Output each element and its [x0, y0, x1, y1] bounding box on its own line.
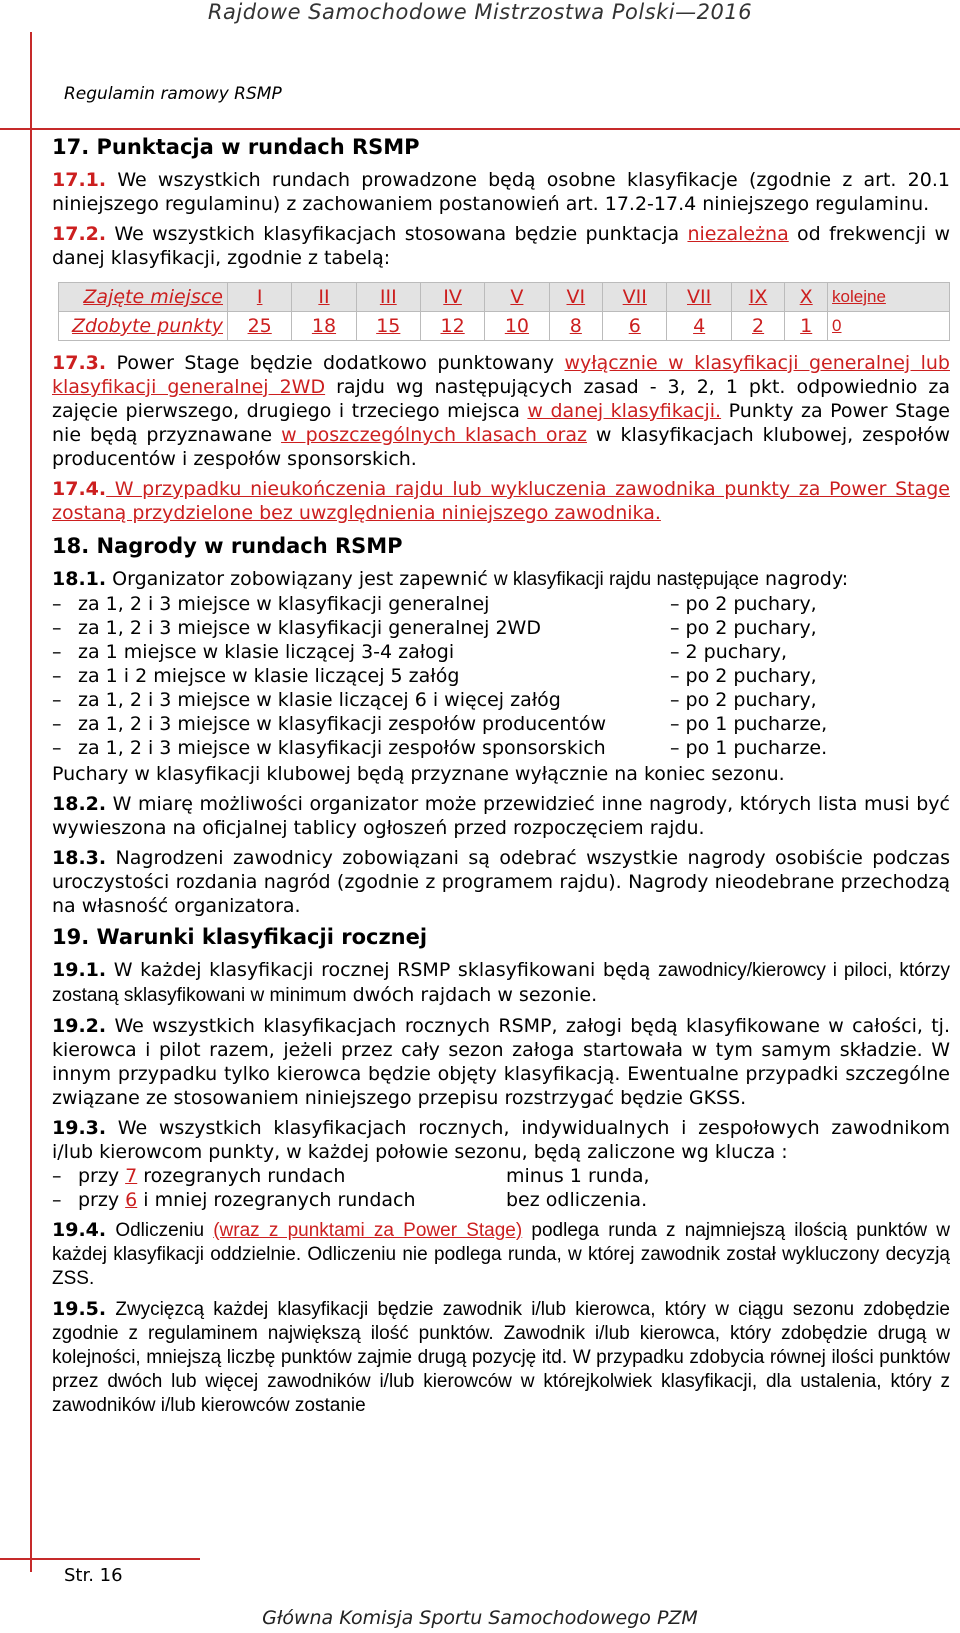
document-header-subtitle: Regulamin ramowy RSMP [64, 84, 282, 104]
paragraph-text: Power Stage będzie dodatkowo punktowany [106, 352, 565, 374]
paragraph-17-1 [52, 168, 950, 216]
points-cell: 0 [828, 312, 950, 341]
paragraph-number: 17.1. [52, 169, 107, 191]
highlighted-number: 6 [125, 1189, 138, 1211]
award-prize: – po 1 pucharze, [670, 713, 828, 735]
paragraph-text: rajdu wg następujących zasad - 3, 2, 1 pkt. odpowiednio za zajęcie pierwszego, drugiego i trzeciego miejsca [52, 376, 950, 422]
awards-list [52, 592, 950, 760]
paragraph-19-5 [52, 1297, 950, 1418]
paragraph-text: We wszystkich klasyfikacjach rocznych RSMP, załogi będą klasyfikowane w całości, tj. kierowca i pilot razem, jeżeli przez cały sezon załoga startowała w tym samym składzie. W innym przypadku tylko kierowca będzie objęty klasyfikacją. Ewentualne przypadki szczególne związane ze stosowaniem niniejszego przepisu rozstrzygać będzie GKSS. [52, 1015, 950, 1109]
paragraph-text: nagrody: [758, 568, 849, 590]
paragraph-17-2 [52, 222, 950, 270]
paragraph-18-2 [52, 792, 950, 840]
section-19-heading: 19. Warunki klasyfikacji rocznej [52, 925, 428, 949]
place-cell: IX [731, 283, 785, 312]
paragraph-19-4 [52, 1218, 950, 1291]
paragraph-19-2 [52, 1014, 950, 1110]
highlighted-text: niezależna [687, 223, 789, 245]
paragraph-number: 19.3. [52, 1117, 107, 1139]
row-label: Zdobyte punkty [59, 312, 228, 341]
points-cell: 18 [292, 312, 356, 341]
award-category: za 1, 2 i 3 miejsce w klasyfikacji generalnej 2WD [78, 617, 541, 639]
paragraph-text: podlega runda z najmniejszą ilością punktów w każdej klasyfikacji oddzielnie. Odliczeniu nie podlega runda, w której zawodnik został wykluczony decyzją ZSS. [52, 1220, 950, 1289]
paragraph-text: We wszystkich klasyfikacjach rocznych, indywidualnych i zespołowych zawodnikom i/lub kierowcom punkty, w każdej połowie sezonu, będą zaliczone wg klucza : [52, 1117, 950, 1163]
paragraph-17-4 [52, 477, 950, 525]
key-condition [78, 1164, 506, 1188]
place-cell: VI [549, 283, 603, 312]
key-text: i mniej rozegranych rundach [137, 1189, 416, 1211]
list-dash: – [52, 1189, 62, 1211]
paragraph-number: 19.5. [52, 1298, 107, 1320]
award-prize: – po 2 puchary, [670, 689, 817, 711]
key-text: przy [78, 1189, 126, 1211]
award-prize: – po 2 puchary, [670, 665, 817, 687]
table-row-places [59, 283, 950, 312]
paragraph-number: 18.2. [52, 793, 107, 815]
paragraph-number: 19.1. [52, 959, 107, 981]
highlighted-text: W przypadku nieukończenia rajdu lub wykluczenia zawodnika punkty za Power Stage zostaną przydzielone bez uwzględnienia niniejszego zawodnika. [52, 478, 950, 524]
highlighted-text: wyłącznie w klasyfikacji generalnej lub klasyfikacji generalnej 2WD [52, 352, 950, 398]
list-item [52, 736, 950, 760]
list-dash: – [52, 1165, 62, 1187]
list-item [52, 592, 950, 616]
points-cell: 10 [485, 312, 549, 341]
award-category: za 1, 2 i 3 miejsce w klasyfikacji zespołów producentów [78, 713, 607, 735]
paragraph-text: Organizator zobowiązany jest zapewnić [106, 568, 494, 590]
award-prize: – po 2 puchary, [670, 593, 817, 615]
award-prize: – 2 puchary, [670, 641, 787, 663]
header-rule [0, 128, 960, 130]
points-cell: 8 [549, 312, 603, 341]
paragraph-number: 17.2. [52, 223, 107, 245]
list-item [52, 1164, 950, 1188]
list-dash: – [52, 737, 62, 759]
place-cell: I [228, 283, 292, 312]
list-dash: – [52, 665, 62, 687]
place-cell: II [292, 283, 356, 312]
paragraph-text: Zwycięzcą każdej klasyfikacji będzie zawodnik i/lub kierowca, który w ciągu sezonu zdobędzie zgodnie z regulaminem największą ilość punktów. Zawodnik i/lub kierowca, który zdobędzie drugą w kolejności, mniejszą liczbę punktów zajmie drugą pozycję itd. W przypadku zdobycia równej ilości punktów przez dwóch lub więcej zawodników i/lub kierowców w którejkolwiek klasyfikacji, dla ustalenia, który z zawodników i/lub kierowców zostanie [52, 1299, 950, 1416]
highlighted-number: 7 [125, 1165, 138, 1187]
paragraph-text: od frekwencji w danej klasyfikacji, zgodnie z tabelą: [52, 223, 950, 269]
place-cell: VII [667, 283, 731, 312]
list-item [52, 1188, 950, 1212]
paragraph-number: 17.3. [52, 352, 107, 374]
points-cell: 1 [785, 312, 828, 341]
award-category: za 1, 2 i 3 miejsce w klasie liczącej 6 i więcej załóg [78, 689, 561, 711]
footer-rule [0, 1558, 200, 1560]
paragraph-text: dwóch rajdach w sezonie. [346, 984, 598, 1006]
paragraph-number: 17.4. [52, 478, 107, 500]
award-category: za 1, 2 i 3 miejsce w klasyfikacji generalnej [78, 593, 490, 615]
paragraph-17-3 [52, 351, 950, 471]
points-cell: 25 [228, 312, 292, 341]
deduction-key-list [52, 1164, 950, 1212]
list-item [52, 640, 950, 664]
key-text: rozegranych rundach [137, 1165, 346, 1187]
paragraph-text: zawodnicy/kierowcy i piloci, którzy zostaną sklasyfikowani w minimum [52, 960, 951, 1006]
paragraph-number: 19.4. [52, 1219, 107, 1241]
paragraph-number: 19.2. [52, 1015, 107, 1037]
table-row-points [59, 312, 950, 341]
paragraph-text: W miarę możliwości organizator może przewidzieć inne nagrody, których lista musi być wywieszona na oficjalnej tablicy ogłoszeń przed rozpoczęciem rajdu. [52, 793, 950, 839]
paragraph-text: w klasyfikacjach klubowej, zespołów producentów i zespołów sponsorskich. [52, 424, 950, 470]
award-prize: – po 1 pucharze. [670, 737, 828, 759]
award-category: za 1 i 2 miejsce w klasie liczącej 5 załóg [78, 665, 460, 687]
paragraph-19-1 [52, 958, 950, 1008]
highlighted-text: (wraz z punktami za Power Stage) [213, 1220, 523, 1241]
list-item [52, 712, 950, 736]
place-cell: V [485, 283, 549, 312]
paragraph-text: We wszystkich klasyfikacjach stosowana będzie punktacja [106, 223, 688, 245]
paragraph-text: Nagrodzeni zawodnicy zobowiązani są odebrać wszystkie nagrody osobiście podczas uroczystości rozdania nagród (zgodnie z programem rajdu). Nagrody nieodebrane przechodzą na własność organizatora. [52, 847, 950, 917]
key-result: bez odliczenia. [506, 1189, 648, 1211]
row-label: Zajęte miejsce [59, 283, 228, 312]
award-prize: – po 2 puchary, [670, 617, 817, 639]
points-cell: 15 [356, 312, 420, 341]
award-category: za 1 miejsce w klasie liczącej 3-4 załogi [78, 641, 455, 663]
list-dash: – [52, 689, 62, 711]
section-18-heading: 18. Nagrody w rundach RSMP [52, 534, 403, 558]
award-category: za 1, 2 i 3 miejsce w klasyfikacji zespołów sponsorskich [78, 737, 606, 759]
key-condition [78, 1188, 506, 1212]
list-dash: – [52, 593, 62, 615]
place-cell: III [356, 283, 420, 312]
place-cell: X [785, 283, 828, 312]
paragraph-text: Odliczeniu [106, 1220, 214, 1241]
margin-rule-vertical [30, 32, 32, 1572]
place-cell: IV [420, 283, 484, 312]
paragraph-18-3 [52, 846, 950, 918]
document-header-title: Rajdowe Samochodowe Mistrzostwa Polski—2016 [207, 0, 753, 24]
list-item [52, 664, 950, 688]
document-body [52, 134, 950, 1424]
place-cell: kolejne [828, 283, 950, 312]
highlighted-text: w poszczególnych klasach oraz [281, 424, 587, 446]
list-dash: – [52, 641, 62, 663]
points-cell: 4 [667, 312, 731, 341]
list-item [52, 688, 950, 712]
paragraph-number: 18.3. [52, 847, 107, 869]
points-cell: 2 [731, 312, 785, 341]
key-text: przy [78, 1165, 126, 1187]
place-cell: VII [603, 283, 667, 312]
paragraph-text: We wszystkich rundach prowadzone będą osobne klasyfikacje (zgodnie z art. 20.1 niniejszego regulaminu) z zachowaniem postanowień art. 17.2-17.4 niniejszego regulaminu. [52, 169, 950, 215]
paragraph-text: Punkty za Power Stage nie będą przyznawane [52, 400, 950, 446]
points-cell: 6 [603, 312, 667, 341]
paragraph-19-3 [52, 1116, 950, 1164]
points-cell: 12 [420, 312, 484, 341]
list-item [52, 616, 950, 640]
document-footer: Główna Komisja Sportu Samochodowego PZM [262, 1607, 698, 1629]
page-number: Str. 16 [64, 1565, 123, 1586]
paragraph-18-1-note: Puchary w klasyfikacji klubowej będą przyznane wyłącznie na koniec sezonu. [52, 763, 785, 785]
list-dash: – [52, 713, 62, 735]
paragraph-text: w klasyfikacji rajdu następujące [493, 569, 759, 590]
key-result: minus 1 runda, [506, 1165, 650, 1187]
highlighted-text: w danej klasyfikacji. [527, 400, 722, 422]
paragraph-text: W każdej klasyfikacji rocznej RSMP sklasyfikowani będą [106, 959, 659, 981]
paragraph-number: 18.1. [52, 568, 107, 590]
section-17-heading: 17. Punktacja w rundach RSMP [52, 135, 420, 159]
paragraph-18-1 [52, 567, 950, 592]
points-table [58, 282, 950, 341]
list-dash: – [52, 617, 62, 639]
